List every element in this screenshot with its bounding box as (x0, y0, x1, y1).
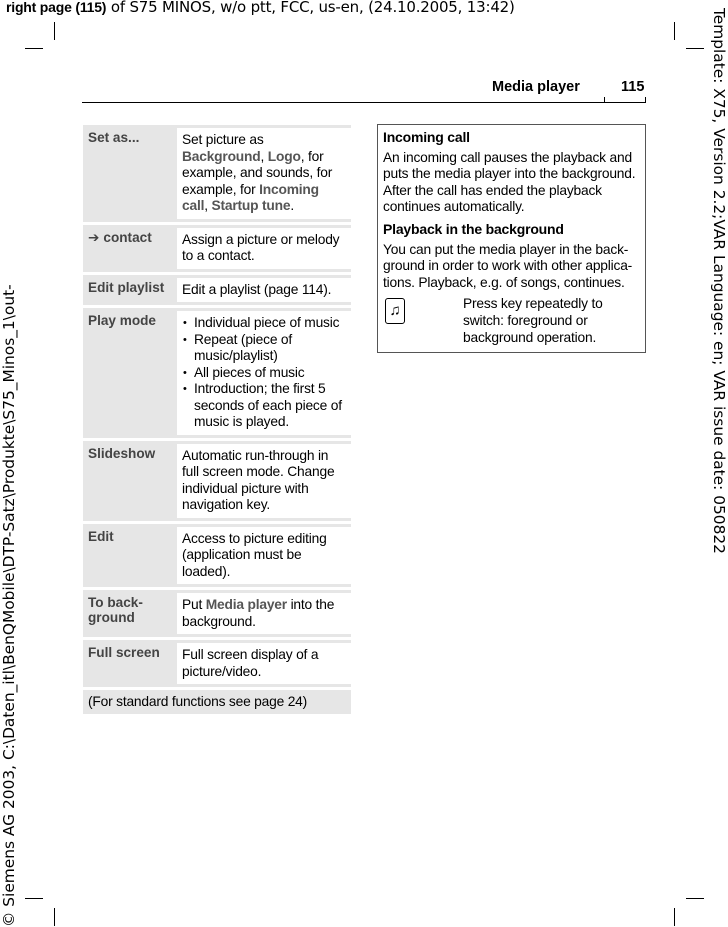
music-key-icon: ♫ (385, 298, 405, 324)
template-info-margin (704, 8, 728, 554)
option-label-text: contact (103, 229, 152, 245)
header-tab (604, 97, 646, 103)
description-text: . (290, 198, 294, 213)
description-text: Edit a playlist (page 114). (182, 281, 332, 297)
menu-term: Media player (205, 597, 287, 612)
option-label (83, 225, 177, 272)
description-text: Full screen display of a picture/video. (182, 647, 319, 679)
description-text: Set picture as (182, 132, 264, 147)
option-label-text: Edit (88, 528, 114, 544)
list-item: • Repeat (piece of music/playlist) (182, 332, 347, 365)
table-row (83, 225, 351, 272)
incoming-call-heading: Incoming call (383, 129, 470, 145)
option-label-text: Set as... (88, 130, 140, 145)
option-description (177, 311, 351, 435)
option-description (177, 527, 351, 585)
option-description (177, 278, 351, 303)
description-text: , (204, 198, 212, 213)
description-text: Put (182, 597, 206, 612)
table-row (83, 275, 351, 306)
crop-mark (674, 908, 675, 926)
description-text: into the background. (182, 597, 335, 629)
table-row (83, 590, 351, 637)
option-label-text: Full screen (88, 645, 160, 660)
option-label (83, 524, 177, 588)
option-description (177, 593, 351, 634)
crop-mark (25, 48, 43, 49)
crop-mark (25, 898, 43, 899)
crop-mark (686, 48, 704, 49)
description-text: Automatic run-through in full screen mode. Change individual picture with navigation key. (182, 447, 335, 512)
option-label (83, 125, 177, 222)
table-row (83, 308, 351, 438)
background-text: You can put the media player in the back-ground in order to work with other applica-tions. Playback, e.g. of songs, continues. (383, 241, 633, 290)
crop-mark (686, 898, 704, 899)
option-label (83, 275, 177, 306)
option-label-text: To back-ground (88, 595, 143, 625)
option-label (83, 640, 177, 687)
copyright-margin (0, 284, 24, 927)
description-text: Assign a picture or melody to a contact. (182, 231, 340, 263)
option-label-text: Edit playlist (88, 279, 165, 295)
menu-term: Incoming call (182, 181, 319, 213)
bullet-list (182, 315, 347, 431)
menu-term: Logo (267, 148, 301, 164)
menu-term: Background (182, 148, 261, 164)
key-instruction-text: Press key repeatedly to switch: foreground or background operation. (463, 296, 603, 345)
option-description (177, 228, 351, 269)
crop-mark (674, 22, 675, 40)
list-item: • Introduction; the first 5 seconds of each piece of music is played. (182, 381, 347, 431)
key-instruction (383, 296, 640, 346)
page-number: 115 (621, 79, 645, 95)
list-item: • Individual piece of music (182, 315, 347, 332)
option-label-text: Play mode (88, 313, 156, 328)
table-footer: (For standard functions see page 24) (83, 690, 351, 714)
template-info-text: Template: X75, Version 2.2;VAR Language: en; VAR issue date: 050822 (710, 8, 728, 554)
options-table (83, 125, 351, 714)
menu-term: Startup tune (211, 198, 291, 213)
copyright-text: © Siemens AG 2003, C:\Daten_itl\BenQMobile\DTP-Satz\Produkte\S75_Minos_1\out- (0, 284, 18, 927)
crop-mark (54, 22, 55, 40)
incoming-call-text: An incoming call pauses the playback and puts the media player into the background. After the call has ended the playback continues automatically. (383, 149, 636, 215)
running-title: Media player (492, 79, 580, 95)
table-row (83, 125, 351, 222)
option-description (177, 444, 351, 518)
option-description (177, 128, 351, 219)
crop-mark (54, 908, 55, 926)
description-text: Access to picture editing (application must be loaded). (182, 530, 327, 579)
header-rule (82, 102, 646, 103)
print-header (6, 0, 515, 16)
info-box (377, 124, 646, 353)
option-label-text: Slideshow (88, 445, 156, 461)
option-label (83, 590, 177, 637)
description-text: , for example, and sounds, for example, for (182, 148, 333, 197)
description-text: , (260, 148, 268, 164)
option-label (83, 441, 177, 521)
table-row (83, 524, 351, 588)
table-row (83, 441, 351, 521)
table-row (83, 640, 351, 687)
list-item: • All pieces of music (182, 365, 347, 382)
option-description (177, 643, 351, 684)
background-heading: Playback in the background (383, 220, 564, 237)
print-header-page: right page (115) (6, 0, 107, 15)
print-header-info: of S75 MINOS, w/o ptt, FCC, us-en, (24.10.2005, 13:42) (106, 0, 515, 16)
arrow-icon: ➔ (88, 229, 100, 245)
option-label (83, 308, 177, 438)
